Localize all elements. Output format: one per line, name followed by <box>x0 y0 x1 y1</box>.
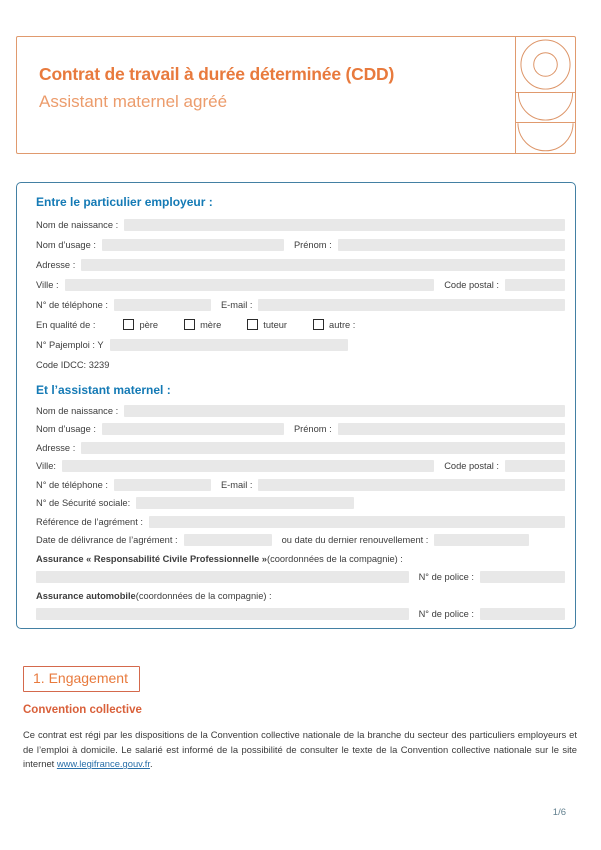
assistant-birth-name-input[interactable] <box>124 405 565 417</box>
assistant-city-input[interactable] <box>62 460 434 472</box>
capacity-row <box>36 318 565 331</box>
birth-name-label: Nom de naissance : <box>36 219 119 230</box>
assistant-email-input[interactable] <box>258 479 565 491</box>
legifrance-link[interactable]: www.legifrance.gouv.fr <box>56 758 150 770</box>
liability-policy-number-input[interactable] <box>480 571 565 583</box>
half-disc-icon <box>516 93 575 123</box>
liability-insurance-label-bold: Assurance « Responsabilité Civile Professionnelle » <box>36 553 267 564</box>
address-label: Adresse : <box>36 259 76 270</box>
postal-code-label: Code postal : <box>444 461 499 471</box>
form-row <box>36 423 565 436</box>
form-row <box>36 238 565 251</box>
first-name-label: Prénom : <box>293 424 332 434</box>
postal-code-label: Code postal : <box>444 279 499 290</box>
employer-section-title: Entre le particulier employeur : <box>36 195 213 209</box>
form-row <box>36 552 565 565</box>
form-row <box>36 460 565 473</box>
city-label: Ville : <box>36 279 59 290</box>
form-row <box>36 218 565 231</box>
employer-birth-name-input[interactable] <box>124 219 565 231</box>
email-label: E-mail : <box>220 479 253 490</box>
employer-address-input[interactable] <box>81 259 565 271</box>
form-row <box>36 441 565 454</box>
form-row <box>36 515 565 528</box>
social-security-input[interactable] <box>136 497 354 509</box>
capacity-option-autre <box>313 319 355 330</box>
pere-checkbox-label: père <box>139 319 159 330</box>
section-1-engagement-heading: 1. Engagement <box>23 666 140 692</box>
employer-section <box>36 195 565 371</box>
form-row <box>36 497 565 510</box>
form-row <box>36 358 565 371</box>
renewal-date-label: ou date du dernier renouvellement : <box>281 535 429 545</box>
employer-city-input[interactable] <box>65 279 435 291</box>
mere-checkbox[interactable] <box>184 319 195 330</box>
capacity-option-pere <box>123 319 158 330</box>
employer-postal-code-input[interactable] <box>505 279 565 291</box>
city-label: Ville: <box>36 461 56 471</box>
auto-insurance-company-input[interactable] <box>36 608 409 620</box>
donut-icon <box>516 37 575 93</box>
assistant-first-name-input[interactable] <box>338 423 565 435</box>
phone-label: N° de téléphone : <box>36 299 108 310</box>
convention-paragraph <box>23 728 577 772</box>
parties-form <box>16 182 576 629</box>
liability-insurance-label-rest: (coordonnées de la compagnie) : <box>266 553 403 564</box>
document-header <box>16 36 576 154</box>
employer-email-input[interactable] <box>258 299 565 311</box>
form-row <box>36 298 565 311</box>
policy-number-label: N° de police : <box>418 609 474 619</box>
brand-logo <box>515 37 575 153</box>
assistant-phone-input[interactable] <box>114 479 211 491</box>
capacity-option-mere <box>184 319 221 330</box>
document-subtitle: Assistant maternel agréé <box>39 92 228 111</box>
employer-first-name-input[interactable] <box>338 239 565 251</box>
form-row <box>36 478 565 491</box>
convention-text-before-link: Ce contrat est régi par les dispositions de la Convention collective nationale de la branche du secteur des particuliers employeurs et de l’emploi à domicile. Le salarié est informé de la possibilité de consulter le texte de la Convention collective nationale sur le site internet <box>23 729 577 770</box>
pajemploi-label: N° Pajemploi : Y <box>36 339 104 350</box>
birth-name-label: Nom de naissance : <box>36 405 119 416</box>
used-name-label: Nom d’usage : <box>36 424 96 434</box>
form-row <box>36 404 565 417</box>
autre-checkbox[interactable] <box>313 319 324 330</box>
autre-checkbox-label: autre : <box>329 319 356 330</box>
renewal-date-input[interactable] <box>434 534 529 546</box>
license-issue-date-label: Date de délivrance de l’agrément : <box>36 535 178 545</box>
email-label: E-mail : <box>220 299 253 310</box>
social-security-label: N° de Sécurité sociale: <box>36 498 131 508</box>
form-row <box>36 608 565 621</box>
auto-insurance-label-rest: (coordonnées de la compagnie) : <box>135 590 272 601</box>
used-name-label: Nom d’usage : <box>36 239 96 250</box>
address-label: Adresse : <box>36 442 76 453</box>
document-title: Contrat de travail à durée déterminée (CDD) <box>39 64 395 84</box>
idcc-code-label: Code IDCC: 3239 <box>36 359 110 370</box>
phone-label: N° de téléphone : <box>36 479 108 490</box>
convention-collective-heading: Convention collective <box>23 704 142 716</box>
pere-checkbox[interactable] <box>123 319 134 330</box>
form-row <box>36 258 565 271</box>
form-row <box>36 589 565 602</box>
tuteur-checkbox[interactable] <box>247 319 258 330</box>
auto-policy-number-input[interactable] <box>480 608 565 620</box>
capacity-label: En qualité de : <box>36 319 96 330</box>
tuteur-checkbox-label: tuteur <box>263 319 288 330</box>
liability-insurance-company-input[interactable] <box>36 571 409 583</box>
form-row <box>36 534 565 547</box>
form-row <box>36 338 565 351</box>
half-disc-icon <box>516 123 575 153</box>
assistant-address-input[interactable] <box>81 442 565 454</box>
license-reference-input[interactable] <box>149 516 565 528</box>
convention-text-after-link: . <box>149 758 153 770</box>
employer-used-name-input[interactable] <box>102 239 284 251</box>
license-issue-date-input[interactable] <box>184 534 272 546</box>
policy-number-label: N° de police : <box>418 572 474 582</box>
pajemploi-number-input[interactable] <box>110 339 348 351</box>
page-number: 1/6 <box>552 807 566 818</box>
auto-insurance-label-bold: Assurance automobile <box>36 590 136 601</box>
assistant-section <box>36 383 565 621</box>
assistant-used-name-input[interactable] <box>102 423 284 435</box>
employer-phone-input[interactable] <box>114 299 211 311</box>
assistant-postal-code-input[interactable] <box>505 460 565 472</box>
form-row <box>36 278 565 291</box>
form-row <box>36 571 565 584</box>
capacity-option-tuteur <box>247 319 287 330</box>
first-name-label: Prénom : <box>293 239 332 250</box>
header-text-block <box>17 37 515 153</box>
mere-checkbox-label: mère <box>200 319 222 330</box>
assistant-section-title: Et l’assistant maternel : <box>36 383 171 397</box>
license-reference-label: Référence de l’agrément : <box>36 516 143 527</box>
